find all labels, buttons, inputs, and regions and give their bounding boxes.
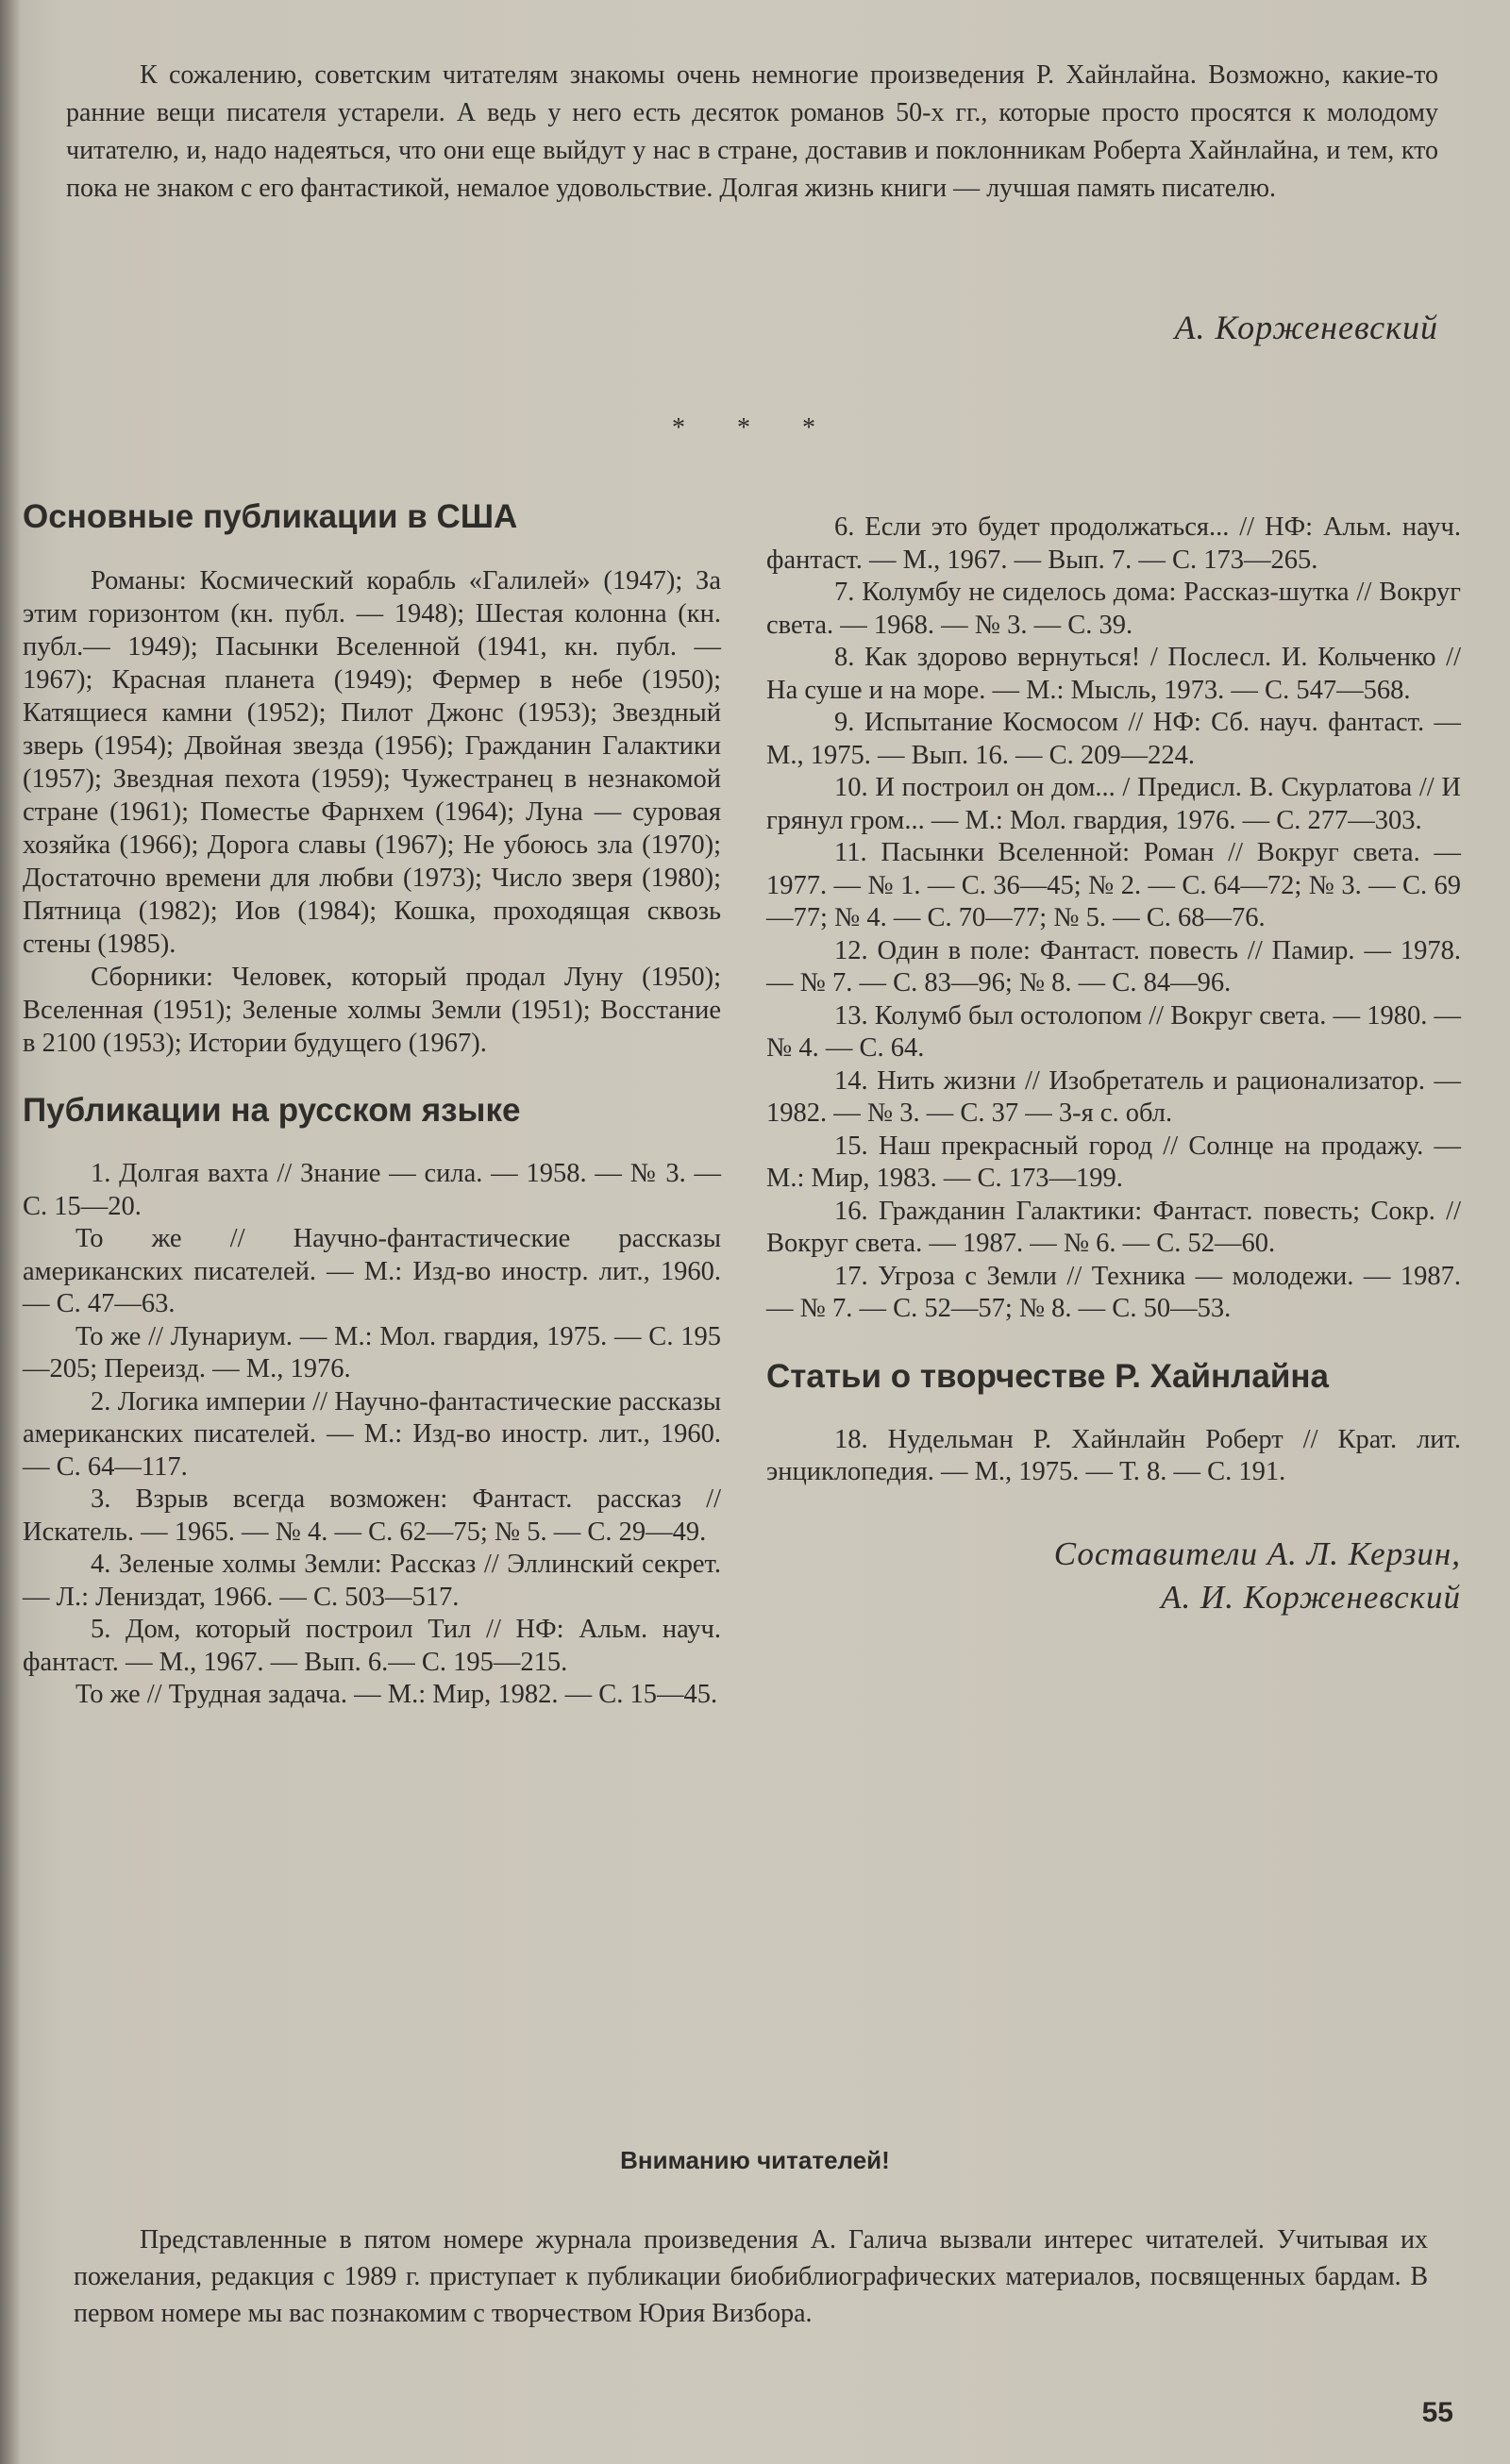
bib-entry-10: 10. И построил он дом... / Предисл. В. Скурлатова // И грянул гром... — М.: Мол. гвардия, 1976. — С. 277—303. <box>766 773 1461 835</box>
notice-paragraph: Представленные в пятом номере журнала произведения А. Галича вызвали интерес читателей. Учитывая их пожелания, редакция с 1989 г. приступает к публикации биобиблиографических материалов, посвященных бардам. В первом номере мы вас познакомим с творчеством Юрия Визбора. <box>74 2225 1428 2328</box>
bib-entry-9: 9. Испытание Космосом // НФ: Сб. науч. фантаст. — М., 1975. — Вып. 16. — С. 209—224. <box>766 708 1461 770</box>
bib-entry-4: 4. Зеленые холмы Земли: Рассказ // Эллинский секрет. — Л.: Лениздат, 1966. — С. 503—517. <box>23 1550 721 1612</box>
bib-entry-7: 7. Колумбу не сиделось дома: Рассказ-шутка // Вокруг света. — 1968. — № 3. — С. 39. <box>766 578 1461 640</box>
bib-entry-14: 14. Нить жизни // Изобретатель и рационализатор. — 1982. — № 3. — С. 37 — 3-я с. обл. <box>766 1065 1461 1128</box>
right-column <box>766 511 1461 1619</box>
bib-entry-1-reprint-a: То же // Научно-фантастические рассказы американских писателей. — М.: Изд-во иностр. лит., 1960. — С. 47—63. <box>23 1224 721 1318</box>
bib-entry-1-reprint-b: То же // Лунариум. — М.: Мол. гвардия, 1975. — С. 195—205; Переизд. — М., 1976. <box>23 1321 721 1383</box>
russian-publications-heading: Публикации на русском языке <box>23 1092 521 1129</box>
bib-entry-5-reprint: То же // Трудная задача. — М.: Мир, 1982. — С. 15—45. <box>76 1680 718 1709</box>
bib-entry-6: 6. Если это будет продолжаться... // НФ: Альм. науч. фантаст. — М., 1967. — Вып. 7. — С. 173—265. <box>766 512 1461 575</box>
bib-entry-2: 2. Логика империи // Научно-фантастические рассказы американских писателей. — М.: Изд-во иностр. лит., 1960. — С. 64—117. <box>23 1386 721 1482</box>
articles-heading: Статьи о творчестве Р. Хайнлайна <box>766 1357 1329 1395</box>
compilers-line-2: А. И. Корженевский <box>1161 1578 1461 1616</box>
us-collections-paragraph: Сборники: Человек, который продал Луну (1950); Вселенная (1951); Зеленые холмы Земли (1951); Восстание в 2100 (1953); Истории будущего (1967). <box>23 963 721 1058</box>
section-separator: * * * <box>672 413 838 443</box>
bib-entry-16: 16. Гражданин Галактики: Фантаст. повесть; Сокр. // Вокруг света. — 1987. — № 6. — С. 52—60. <box>766 1196 1461 1258</box>
notice-title: Вниманию читателей! <box>620 2146 890 2174</box>
compilers-block <box>766 1533 1461 1619</box>
bib-entry-13: 13. Колумб был остолопом // Вокруг света. — 1980. — № 4. — С. 64. <box>766 1000 1461 1063</box>
page-number: 55 <box>1421 2397 1453 2428</box>
russian-publications-list-part2 <box>766 511 1461 1326</box>
bib-entry-15: 15. Наш прекрасный город // Солнце на продажу. — М.: Мир, 1983. — С. 173—199. <box>766 1131 1461 1193</box>
russian-publications-list-part1 <box>23 1158 721 1712</box>
bib-entry-5: 5. Дом, который построил Тил // НФ: Альм. науч. фантаст. — М., 1967. — Вып. 6.— С. 195—215. <box>23 1615 721 1677</box>
us-publications-heading: Основные публикации в США <box>23 498 518 535</box>
compilers-line-1: Составители А. Л. Керзин, <box>1053 1534 1461 1572</box>
bib-entry-11: 11. Пасынки Вселенной: Роман // Вокруг света. — 1977. — № 1. — С. 36—45; № 2. — С. 64—72; № 3. — С. 69—77; № 4. — С. 70—77; № 5. — С. 68—76. <box>766 838 1461 932</box>
intro-signature: А. Корженевский <box>1174 309 1438 346</box>
left-column <box>23 498 721 1712</box>
book-spine-shadow <box>0 0 21 2464</box>
bib-entry-12: 12. Один в поле: Фантаст. повесть // Памир. — 1978. — № 7. — С. 83—96; № 8. — С. 84—96. <box>766 935 1461 997</box>
bib-entry-18: 18. Нудельман Р. Хайнлайн Роберт // Крат. лит. энциклопедия. — М., 1975. — Т. 8. — С. 191. <box>766 1424 1461 1486</box>
bib-entry-1: 1. Долгая вахта // Знание — сила. — 1958. — № 3. — С. 15—20. <box>23 1159 721 1221</box>
bib-entry-3: 3. Взрыв всегда возможен: Фантаст. рассказ // Искатель. — 1965. — № 4. — С. 62—75; № 5. — С. 29—49. <box>23 1484 721 1547</box>
intro-paragraph: К сожалению, советским читателям знакомы очень немногие произведения Р. Хайнлайна. Возможно, какие-то ранние вещи писателя устарели. А ведь у него есть десяток романов 50-х гг., которые просто просятся к молодому читателю, и, надо надеяться, что они еще выйдут у нас в стране, доставив и поклонникам Роберта Хайнлайна, и тем, кто пока не знаком с его фантастикой, немалое удовольствие. Долгая жизнь книги — лучшая память писателю. <box>66 60 1438 203</box>
articles-list <box>766 1424 1461 1489</box>
bib-entry-17: 17. Угроза с Земли // Техника — молодежи. — 1987. — № 7. — С. 52—57; № 8. — С. 50—53. <box>766 1261 1461 1323</box>
us-novels-paragraph: Романы: Космический корабль «Галилей» (1947); За этим горизонтом (кн. публ. — 1948); Шестая колонна (кн. публ.— 1949); Пасынки Вселенной (1941, кн. публ. — 1967); Красная планета (1949); Фермер в небе (1950); Катящиеся камни (1952); Пилот Джонс (1953); Звездный зверь (1954); Двойная звезда (1956); Гражданин Галактики (1957); Звездная пехота (1959); Чужестранец в незнакомой стране (1961); Поместье Фарнхем (1964); Луна — суровая хозяйка (1966); Дорога славы (1967); Не убоюсь зла (1970); Достаточно времени для любви (1973); Число зверя (1980); Пятница (1982); Иов (1984); Кошка, проходящая сквозь стены (1985). <box>23 566 721 959</box>
bib-entry-8: 8. Как здорово вернуться! / Послесл. И. Кольченко // На суше и на море. — М.: Мысль, 1973. — С. 547—568. <box>766 643 1461 705</box>
